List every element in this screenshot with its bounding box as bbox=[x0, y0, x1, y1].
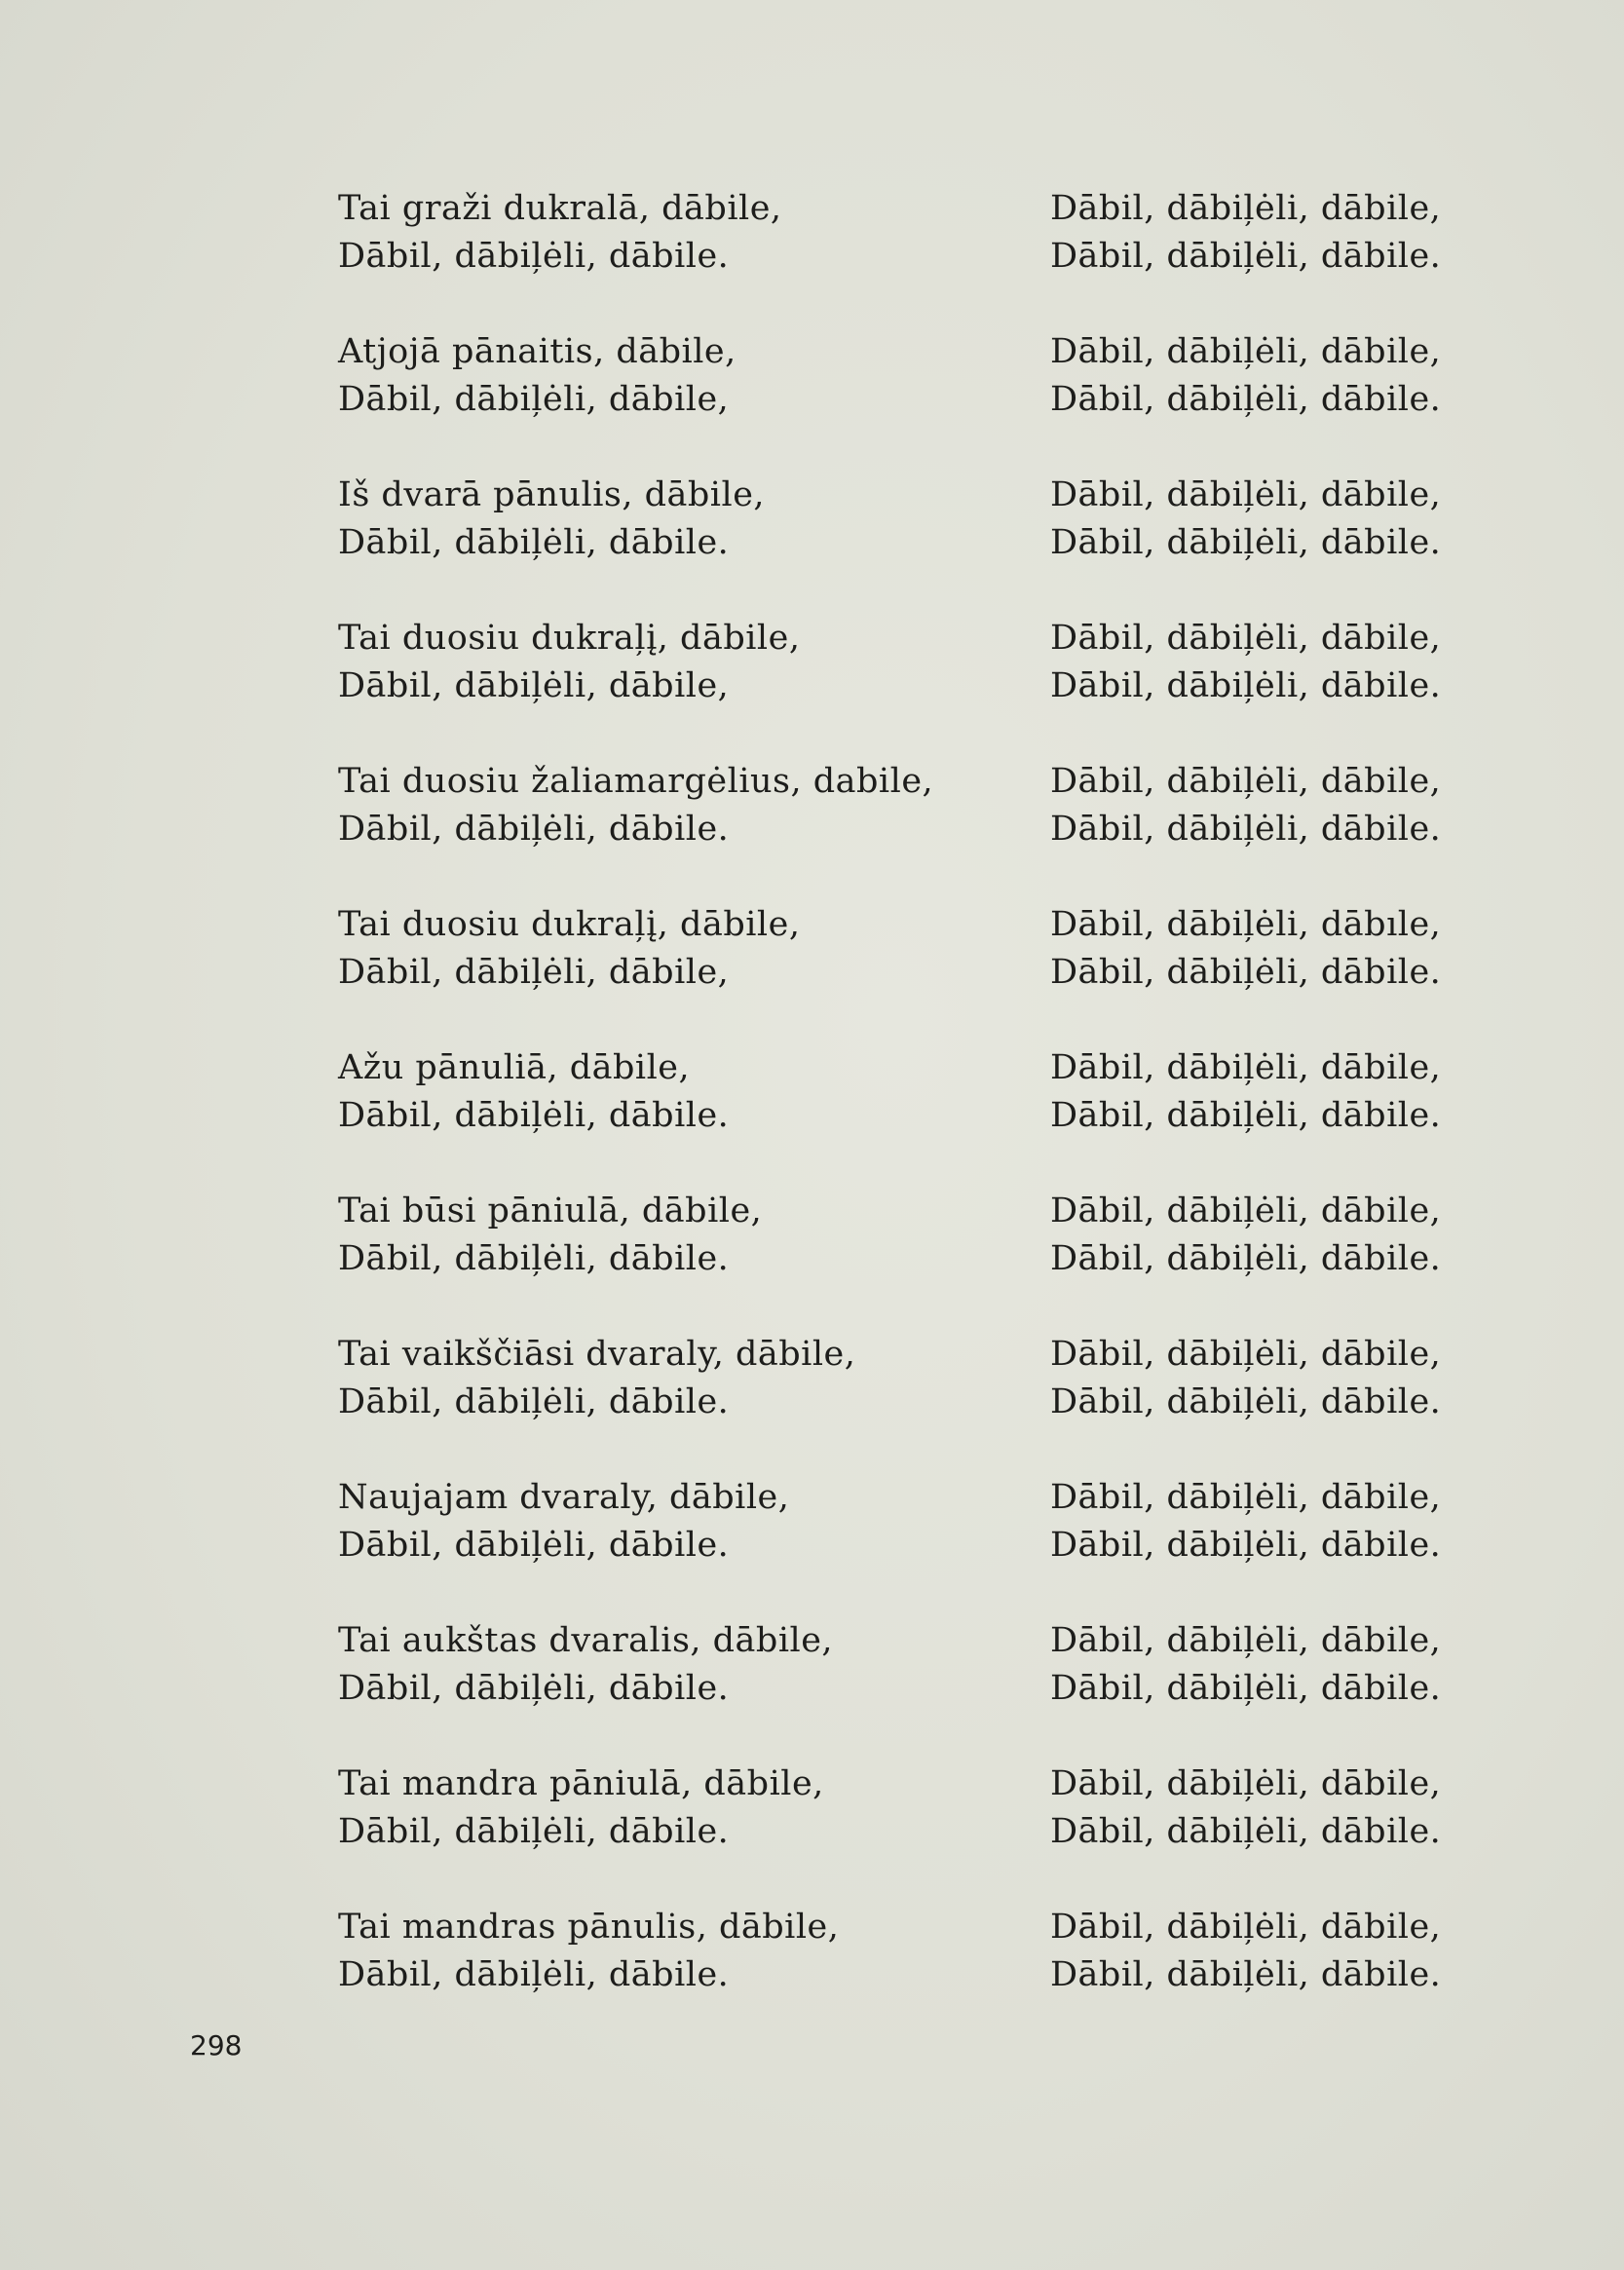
verse-line: Dābil, dābiļėli, dābile, bbox=[1050, 475, 1442, 514]
left-stanza bbox=[338, 1904, 1039, 2047]
left-stanza bbox=[338, 185, 1039, 328]
verse-line: Naujajam dvaraly, dābile, bbox=[338, 1478, 790, 1517]
verse-line: Dābil, dābiļėli, dābile, bbox=[1050, 1335, 1442, 1374]
verse-line: Dābil, dābiļėli, dābile. bbox=[338, 1955, 730, 1994]
left-column bbox=[338, 185, 1039, 2047]
verse-line: Dābil, dābiļėli, dābile, bbox=[338, 953, 730, 992]
verse-line: Dābil, dābiļėli, dābile. bbox=[1050, 237, 1442, 276]
verse-line: Tai duosiu dukraļį, dābile, bbox=[338, 905, 801, 944]
verse-line: Dābil, dābiļėli, dābile, bbox=[1050, 1621, 1442, 1660]
right-stanza bbox=[1050, 328, 1596, 472]
verse-line: Dābil, dābiļėli, dābile. bbox=[1050, 1526, 1442, 1565]
verse-line: Dābil, dābiļėli, dābile. bbox=[1050, 1669, 1442, 1708]
verse-line: Dābil, dābiļėli, dābile, bbox=[1050, 189, 1442, 228]
left-stanza bbox=[338, 328, 1039, 472]
right-stanza bbox=[1050, 472, 1596, 615]
verse-line: Dābil, dābiļėli, dābile. bbox=[338, 1812, 730, 1851]
left-stanza bbox=[338, 1188, 1039, 1331]
verse-line: Dābil, dābiļėli, dābile. bbox=[1050, 1239, 1442, 1278]
verse-line: Dābil, dābiļėli, dābile. bbox=[338, 1382, 730, 1421]
verse-line: Dābil, dābiļėli, dābile. bbox=[338, 237, 730, 276]
verse-line: Tai vaikščiāsi dvaraly, dābile, bbox=[338, 1335, 856, 1374]
right-stanza bbox=[1050, 1904, 1596, 2047]
verse-line: Dābil, dābiļėli, dābile. bbox=[338, 1669, 730, 1708]
verse-line: Dābil, dābiļėli, dābile. bbox=[338, 810, 730, 849]
verse-line: Dābil, dābiļėli, dābile. bbox=[1050, 1382, 1442, 1421]
right-stanza bbox=[1050, 615, 1596, 758]
verse-line: Dābil, dābiļėli, dābile, bbox=[1050, 332, 1442, 371]
verse-line: Tai aukštas dvaralis, dābile, bbox=[338, 1621, 834, 1660]
verse-line: Dābil, dābiļėli, dābile, bbox=[1050, 1764, 1442, 1803]
verse-line: Dābil, dābiļėli, dābile, bbox=[1050, 1048, 1442, 1087]
verse-line: Dābil, dābiļėli, dābile, bbox=[1050, 619, 1442, 658]
verse-line: Atjojā pānaitis, dābile, bbox=[338, 332, 736, 371]
verse-line: Dābil, dābiļėli, dābile. bbox=[1050, 380, 1442, 419]
left-stanza bbox=[338, 1331, 1039, 1474]
verse-line: Tai duosiu žaliamargėlius, dabile, bbox=[338, 762, 934, 801]
verse-line: Dābil, dābiļėli, dābile, bbox=[338, 666, 730, 705]
page-number: 298 bbox=[190, 2029, 243, 2062]
verse-line: Dābil, dābiļėli, dābile. bbox=[338, 1096, 730, 1135]
right-stanza bbox=[1050, 1617, 1596, 1760]
left-stanza bbox=[338, 901, 1039, 1044]
verse-line: Tai mandras pānulis, dābile, bbox=[338, 1908, 840, 1947]
verse-line: Iš dvarā pānulis, dābile, bbox=[338, 475, 766, 514]
verse-line: Dābil, dābiļėli, dābile, bbox=[338, 380, 730, 419]
right-stanza bbox=[1050, 1474, 1596, 1617]
verse-line: Dābil, dābiļėli, dābile. bbox=[1050, 1812, 1442, 1851]
verse-line: Dābil, dābiļėli, dābile. bbox=[1050, 1955, 1442, 1994]
left-stanza bbox=[338, 472, 1039, 615]
verse-line: Tai būsi pāniulā, dābile, bbox=[338, 1192, 763, 1230]
verse-line: Dābil, dābiļėli, dābıle, bbox=[1050, 905, 1442, 944]
right-stanza bbox=[1050, 901, 1596, 1044]
verse-line: Ažu pānuliā, dābile, bbox=[338, 1048, 691, 1087]
verse-line: Dābil, dābiļėli, dābile. bbox=[1050, 810, 1442, 849]
left-stanza bbox=[338, 1760, 1039, 1904]
right-stanza bbox=[1050, 1331, 1596, 1474]
verse-line: Dābil, dābiļėli, dābile. bbox=[1050, 1096, 1442, 1135]
left-stanza bbox=[338, 1617, 1039, 1760]
verse-line: Dābil, dābiļėli, dābile, bbox=[1050, 1192, 1442, 1230]
verse-line: Tai mandra pāniulā, dābile, bbox=[338, 1764, 824, 1803]
left-stanza bbox=[338, 758, 1039, 901]
right-stanza bbox=[1050, 1760, 1596, 1904]
verse-line: Dābil, dābiļėli, dābile, bbox=[1050, 1478, 1442, 1517]
verse-line: Dābil, dābiļėli, dābile. bbox=[338, 1239, 730, 1278]
verse-line: Dābil, dābiļėli, dābile. bbox=[338, 1526, 730, 1565]
verse-line: Tai duosiu dukraļį, dābile, bbox=[338, 619, 801, 658]
right-stanza bbox=[1050, 1044, 1596, 1188]
right-stanza bbox=[1050, 185, 1596, 328]
verse-line: Tai graži dukralā, dābile, bbox=[338, 189, 782, 228]
left-stanza bbox=[338, 1044, 1039, 1188]
right-column bbox=[1050, 185, 1596, 2047]
left-stanza bbox=[338, 615, 1039, 758]
verse-line: Dābil, dābiļėli, dābile, bbox=[1050, 1908, 1442, 1947]
right-stanza bbox=[1050, 758, 1596, 901]
verse-line: Dābil, dābiļėli, dābile, bbox=[1050, 762, 1442, 801]
right-stanza bbox=[1050, 1188, 1596, 1331]
verse-line: Dābil, dābiļėli, dābile. bbox=[1050, 523, 1442, 562]
left-stanza bbox=[338, 1474, 1039, 1617]
verse-line: Dābil, dābiļėli, dābile. bbox=[1050, 666, 1442, 705]
verse-line: Dābil, dābiļėli, dābile. bbox=[1050, 953, 1442, 992]
verse-line: Dābil, dābiļėli, dābile. bbox=[338, 523, 730, 562]
